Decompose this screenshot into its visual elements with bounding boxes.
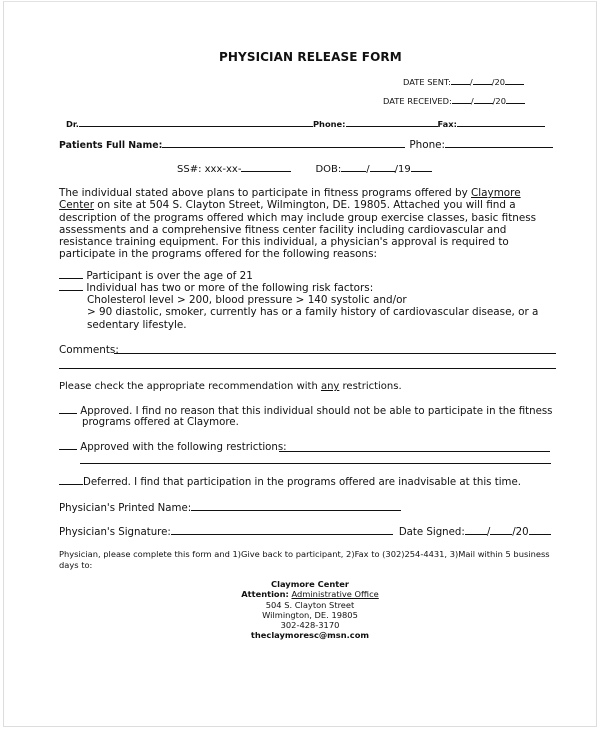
footer-note: Physician, please complete this form and 1)Give back to participant, 2)Fax to (302)254-4431, 3)Mail within 5 business days to: bbox=[59, 549, 550, 570]
address-email: theclaymoresc@msn.com bbox=[250, 630, 370, 641]
restrictions-field-line1[interactable] bbox=[279, 451, 550, 452]
instruction-text: Please check the appropriate recommendation with any restrictions. bbox=[59, 381, 402, 392]
reason-risk-checkbox[interactable] bbox=[59, 282, 83, 291]
date-sent-row: DATE SENT: / /20 bbox=[403, 75, 524, 87]
date-received-month-field[interactable] bbox=[452, 94, 471, 104]
printed-name-row bbox=[59, 501, 401, 515]
date-received-year-field[interactable] bbox=[506, 94, 525, 104]
date-received-day-field[interactable] bbox=[474, 94, 493, 104]
form-title: PHYSICIAN RELEASE FORM bbox=[219, 50, 402, 64]
date-sent-day-field[interactable] bbox=[473, 75, 492, 85]
date-signed-day-field[interactable] bbox=[490, 525, 512, 535]
doctor-name-field[interactable] bbox=[79, 117, 313, 127]
dr-label: Dr. bbox=[66, 119, 79, 129]
intro-paragraph: The individual stated above plans to participate in fitness programs offered by Claymore Center on site at 504 S. Clayton Street, Wilmington, DE. 19805. Attached you will find a description of the programs offered which may include group exercise classes, basic fitness assessments and a comprehensive fitness center facility including cardiovascular and resistance training equipment. For this individual, a physician's approval is required to participate in the programs offered for the following reasons: bbox=[59, 187, 537, 261]
comments-field-line1[interactable] bbox=[114, 353, 556, 354]
dob-label: DOB: bbox=[315, 164, 342, 175]
reason-risk: Individual has two or more of the following risk factors: bbox=[59, 282, 373, 294]
date-received-label: DATE RECEIVED: bbox=[383, 96, 452, 106]
restrictions-field-line2[interactable] bbox=[80, 463, 551, 464]
dr-phone-label: Phone: bbox=[312, 119, 346, 129]
printed-name-label: Physician's Printed Name: bbox=[59, 503, 192, 514]
doctor-row bbox=[66, 117, 545, 129]
reason-age: Participant is over the age of 21 bbox=[59, 270, 253, 282]
doctor-phone-field[interactable] bbox=[346, 117, 438, 127]
signature-label: Physician's Signature: bbox=[59, 527, 171, 538]
claymore-center-link: Claymore Center bbox=[59, 187, 521, 212]
dob-day-field[interactable] bbox=[370, 162, 395, 172]
address-org: Claymore Center bbox=[271, 579, 349, 589]
patient-name-label: Patients Full Name: bbox=[59, 140, 163, 151]
date-sent-month-field[interactable] bbox=[451, 75, 470, 85]
reason-age-checkbox[interactable] bbox=[59, 270, 83, 279]
restrictions-checkbox[interactable] bbox=[59, 441, 77, 450]
option-deferred: Deferred. I find that participation in the programs offered are inadvisable at this time. bbox=[59, 476, 521, 489]
address-block: Claymore Center Attention: Administrative Office 504 S. Clayton Street Wilmington, DE. 19805 302-428-3170 theclaymoresc@msn.com bbox=[210, 579, 410, 641]
date-sent-label: DATE SENT: bbox=[403, 77, 451, 87]
patient-phone-field[interactable] bbox=[445, 138, 553, 148]
address-street: 504 S. Clayton Street bbox=[265, 599, 355, 610]
dob-year-field[interactable] bbox=[411, 162, 432, 172]
date-signed-year-field[interactable] bbox=[529, 525, 551, 535]
patient-row bbox=[59, 138, 553, 151]
id-row: SS#: xxx-xx- DOB: / /19 bbox=[177, 162, 432, 175]
approved-checkbox[interactable] bbox=[59, 405, 77, 414]
risk-detail: Cholesterol level > 200, blood pressure > 140 systolic and/or > 90 diastolic, smoker, currently has or a family history of cardiovascular disease, or a sedentary lifestyle. bbox=[87, 294, 539, 331]
approved-line2: programs offered at Claymore. bbox=[82, 417, 239, 428]
address-city: Wilmington, DE. 19805 bbox=[262, 609, 358, 620]
ss-label: SS#: xxx-xx- bbox=[177, 164, 242, 175]
comments-label: Comments: bbox=[59, 344, 119, 356]
dob-month-field[interactable] bbox=[341, 162, 366, 172]
comments-field-line2[interactable] bbox=[59, 368, 556, 369]
date-received-row: DATE RECEIVED: / /20 bbox=[383, 94, 525, 106]
date-signed-month-field[interactable] bbox=[465, 525, 487, 535]
option-restrictions: Approved with the following restrictions: bbox=[59, 441, 287, 454]
patient-name-field[interactable] bbox=[162, 138, 405, 148]
signature-field[interactable] bbox=[171, 525, 393, 535]
ss-field[interactable] bbox=[241, 162, 291, 172]
patient-phone-label: Phone: bbox=[409, 139, 446, 151]
address-phone: 302-428-3170 bbox=[280, 620, 340, 631]
doctor-fax-field[interactable] bbox=[457, 117, 545, 127]
date-signed-label: Date Signed: bbox=[398, 527, 465, 538]
address-attention: Administrative Office bbox=[291, 589, 379, 600]
deferred-checkbox[interactable] bbox=[59, 476, 83, 485]
option-approved: Approved. I find no reason that this individual should not be able to participate in the fitness bbox=[59, 405, 552, 418]
date-sent-year-field[interactable] bbox=[505, 75, 524, 85]
printed-name-field[interactable] bbox=[191, 501, 401, 511]
dr-fax-label: Fax: bbox=[437, 119, 457, 129]
signature-row: Physician's Signature: Date Signed: / /20 bbox=[59, 525, 551, 539]
